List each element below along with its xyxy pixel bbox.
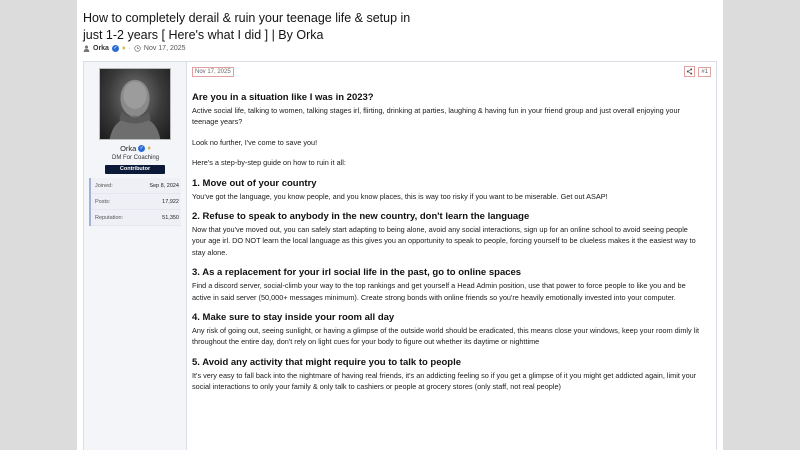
stat-label: Posts: xyxy=(95,198,111,205)
stat-row-joined xyxy=(91,178,181,194)
meta-separator: · xyxy=(128,45,131,52)
post-header xyxy=(192,67,711,79)
post-username-link[interactable]: Orka xyxy=(120,144,137,153)
section-text: Find a discord server, social-climb your way to the top rankings and get yourself a Head Admin position, use that power to force people to like you and be active in said server (50,000+ messages minimum). Create strong bonds with online friends so you're heavily emotionally invested into your computer. xyxy=(192,281,686,302)
section-text: It's very easy to fall back into the nightmare of having real friends, it's an addicting feeling so if you get a glimpse of it you might get addicted again, limit your social interactions to only your family & only talk to cashiers or people at grocery stores (only staff, not real people) xyxy=(192,370,697,392)
post-date-link[interactable]: Nov 17, 2025 xyxy=(192,67,234,77)
save-text: Look no further, I've come to save you! xyxy=(192,137,318,147)
post-username xyxy=(84,144,187,153)
thread-title: How to completely derail & ruin your teenage life & setup in just 1-2 years [ Here's what I did ] | By Orka xyxy=(83,11,411,42)
stat-label: Reputation: xyxy=(95,214,124,221)
thread-author-link[interactable]: Orka xyxy=(93,45,109,52)
contributor-banner: Contributor xyxy=(105,165,165,174)
medal-icon: ♦ xyxy=(121,45,126,52)
stat-value: 17,922 xyxy=(162,198,179,205)
stat-value: 51,350 xyxy=(162,214,179,221)
share-icon[interactable] xyxy=(684,66,695,77)
section-heading: 1. Move out of your country xyxy=(192,177,317,189)
section-heading: 2. Refuse to speak to anybody in the new country, don't learn the language xyxy=(192,211,530,223)
guide-text: Here's a step-by-step guide on how to ruin it all: xyxy=(192,158,346,168)
intro-heading: Are you in a situation like I was in 2023? xyxy=(192,92,374,103)
post-number-link[interactable]: #1 xyxy=(698,67,711,77)
user-stats xyxy=(89,178,181,226)
post xyxy=(83,61,717,450)
stat-row-posts xyxy=(91,194,181,210)
intro-text: Active social life, talking to women, talking stages irl, flirting, drinking at parties, laughing & having fun in your friend group and just overall enjoying your teenage years? xyxy=(192,106,680,127)
section-heading: 4. Make sure to stay inside your room all day xyxy=(192,312,395,324)
section-text: You've got the language, you know people, and you know places, this is way too risky if you want to be miserable. Get out ASAP! xyxy=(192,191,608,201)
user-title: DM For Coaching xyxy=(111,155,159,161)
stat-row-reputation xyxy=(91,210,181,226)
medal-icon: ♦ xyxy=(147,145,151,152)
section-text: Now that you've moved out, you can safely start adapting to being alone, avoid any social interactions, sign up for an online school to avoid seeing people your age irl. DO NOT learn the local language as this gives you an opportunity to speak to people, forcing yourself to be clueless makes it the easiest way to stay alone. xyxy=(192,225,696,257)
verified-badge-icon: ✓ xyxy=(113,45,118,51)
post-user-cell xyxy=(84,62,187,450)
stat-label: Joined: xyxy=(95,182,113,189)
thread-meta xyxy=(83,45,186,52)
section-heading: 3. As a replacement for your irl social life in the past, go to online spaces xyxy=(192,267,522,279)
user-icon xyxy=(83,45,90,52)
thread-date-link[interactable]: Nov 17, 2025 xyxy=(143,45,186,52)
thread-page xyxy=(77,0,723,450)
post-content-cell xyxy=(187,62,716,450)
post-body xyxy=(192,92,702,393)
section-text: Any risk of going out, seeing sunlight, or having a glimpse of the outside world should be eradicated, this means close your windows, keep your room dimly lit throughout the entire day, don't rely on light cues for your body to figure out whether its daytime or nighttime xyxy=(192,326,699,347)
stat-value: Sep 8, 2024 xyxy=(149,182,179,189)
avatar[interactable] xyxy=(99,68,171,140)
clock-icon xyxy=(134,45,141,52)
section-heading: 5. Avoid any activity that might require you to talk to people xyxy=(192,356,462,368)
verified-badge-icon: ✓ xyxy=(139,145,144,151)
